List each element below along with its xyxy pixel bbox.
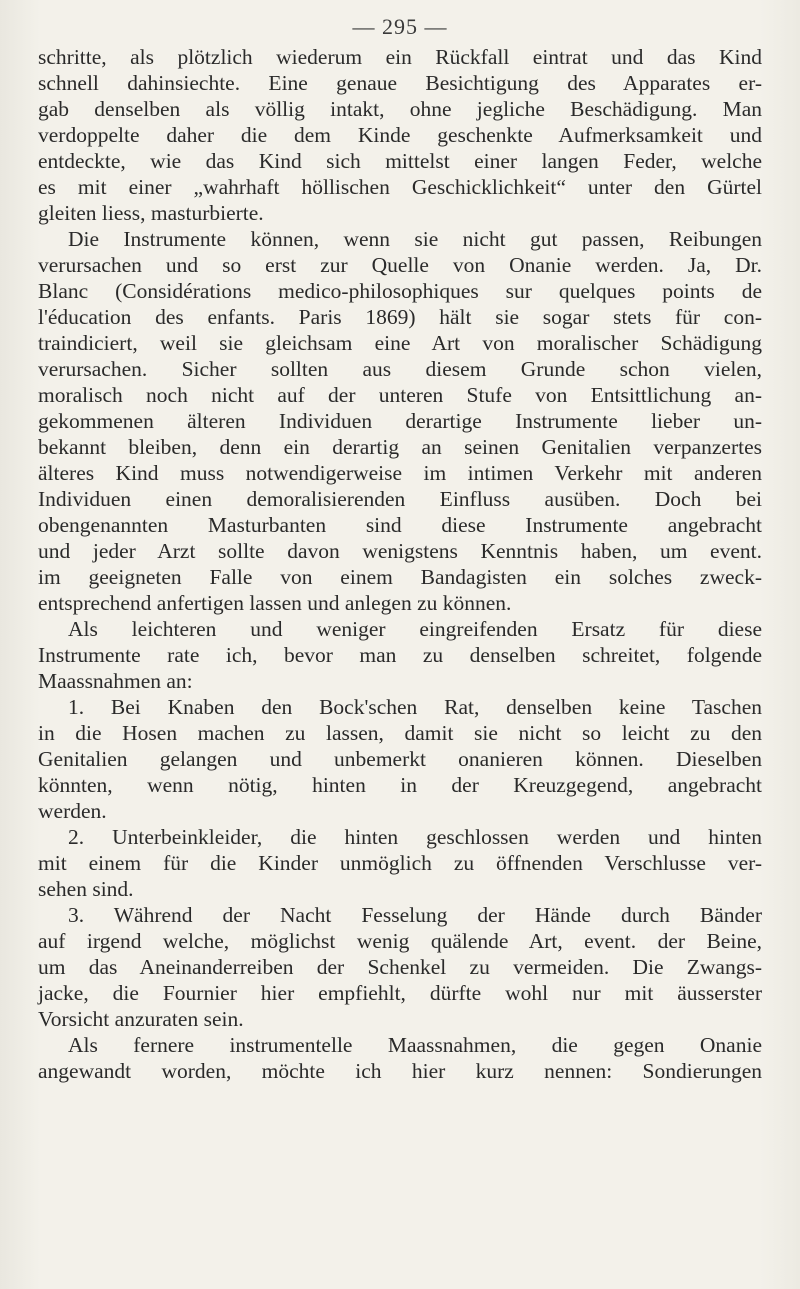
- page-number: — 295 —: [352, 14, 448, 39]
- text-line: Als leichteren und weniger eingreifenden Ersatz für diese: [68, 617, 762, 641]
- text-line: Genitalien gelangen und unbemerkt onanieren können. Dieselben: [38, 747, 762, 771]
- text-line: verursachen und so erst zur Quelle von Onanie werden. Ja, Dr.: [38, 253, 762, 277]
- text-line: 1. Bei Knaben den Bock'schen Rat, denselben keine Taschen: [68, 695, 762, 719]
- text-line: gleiten liess, masturbierte.: [38, 201, 264, 225]
- text-line: jacke, die Fournier hier empfiehlt, dürfte wohl nur mit äusserster: [38, 981, 762, 1005]
- text-line: Als fernere instrumentelle Maassnahmen, die gegen Onanie: [68, 1033, 762, 1057]
- text-line: könnten, wenn nötig, hinten in der Kreuzgegend, angebracht: [38, 773, 762, 797]
- text-line: entdeckte, wie das Kind sich mittelst einer langen Feder, welche: [38, 149, 762, 173]
- text-line: mit einem für die Kinder unmöglich zu öffnenden Verschlusse ver-: [38, 851, 762, 875]
- text-line: l'éducation des enfants. Paris 1869) hält sie sogar stets für con-: [38, 305, 762, 329]
- text-line: Die Instrumente können, wenn sie nicht gut passen, Reibungen: [68, 227, 762, 251]
- text-line: werden.: [38, 799, 107, 823]
- text-line: gab denselben als völlig intakt, ohne jegliche Beschädigung. Man: [38, 97, 762, 121]
- text-line: gekommenen älteren Individuen derartige Instrumente lieber un-: [38, 409, 762, 433]
- text-line: es mit einer „wahrhaft höllischen Geschicklichkeit“ unter den Gürtel: [38, 175, 762, 199]
- text-line: schritte, als plötzlich wiederum ein Rückfall eintrat und das Kind: [38, 45, 762, 69]
- text-line: moralisch noch nicht auf der unteren Stufe von Entsittlichung an-: [38, 383, 762, 407]
- text-line: schnell dahinsiechte. Eine genaue Besichtigung des Apparates er-: [38, 71, 762, 95]
- text-line: traindiciert, weil sie gleichsam eine Art von moralischer Schädigung: [38, 331, 762, 355]
- text-line: Instrumente rate ich, bevor man zu denselben schreitet, folgende: [38, 643, 762, 667]
- text-line: angewandt worden, möchte ich hier kurz nennen: Sondierungen: [38, 1059, 762, 1083]
- text-line: sehen sind.: [38, 877, 134, 901]
- text-line: um das Aneinanderreiben der Schenkel zu vermeiden. Die Zwangs-: [38, 955, 762, 979]
- text-line: verursachen. Sicher sollten aus diesem Grunde schon vielen,: [38, 357, 762, 381]
- text-line: im geeigneten Falle von einem Bandagisten ein solches zweck-: [38, 565, 762, 589]
- text-line: älteres Kind muss notwendigerweise im intimen Verkehr mit anderen: [38, 461, 762, 485]
- text-line: 2. Unterbeinkleider, die hinten geschlossen werden und hinten: [68, 825, 762, 849]
- text-line: bekannt bleiben, denn ein derartig an seinen Genitalien verpanzertes: [38, 435, 762, 459]
- text-line: Blanc (Considérations medico-philosophiques sur quelques points de: [38, 279, 762, 303]
- text-line: Individuen einen demoralisierenden Einfluss ausüben. Doch bei: [38, 487, 762, 511]
- text-line: verdoppelte daher die dem Kinde geschenkte Aufmerksamkeit und: [38, 123, 762, 147]
- text-line: auf irgend welche, möglichst wenig quälende Art, event. der Beine,: [38, 929, 762, 953]
- text-line: und jeder Arzt sollte davon wenigstens Kenntnis haben, um event.: [38, 539, 762, 563]
- text-line: Vorsicht anzuraten sein.: [38, 1007, 244, 1031]
- text-line: Maassnahmen an:: [38, 669, 193, 693]
- text-line: 3. Während der Nacht Fesselung der Hände durch Bänder: [68, 903, 762, 927]
- text-line: obengenannten Masturbanten sind diese Instrumente angebracht: [38, 513, 762, 537]
- text-line: in die Hosen machen zu lassen, damit sie nicht so leicht zu den: [38, 721, 762, 745]
- text-line: entsprechend anfertigen lassen und anlegen zu können.: [38, 591, 512, 615]
- body-text: [38, 44, 762, 1084]
